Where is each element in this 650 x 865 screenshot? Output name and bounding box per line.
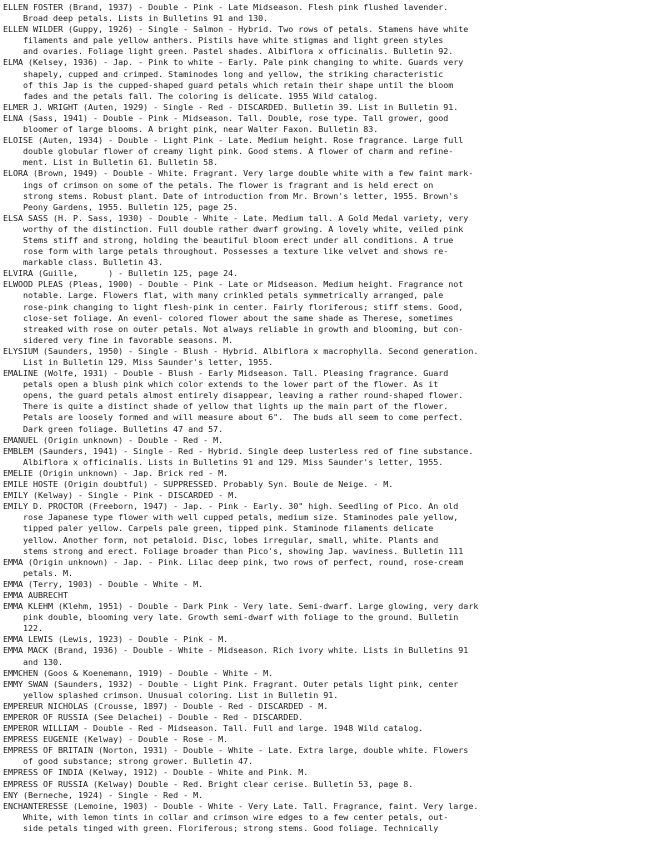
peony-entry — [3, 135, 650, 168]
peony-entry — [3, 745, 650, 767]
peony-entry — [3, 723, 650, 734]
entry-heading-line: ENY (Berneche, 1924) - Single - Red - M. — [3, 789, 204, 800]
peony-entry — [3, 213, 650, 268]
entry-continuation-line: White, with lemon tints in collar and crimson wire edges to a few center petals, out- — [23, 811, 449, 822]
peony-entry — [3, 113, 650, 135]
entry-continuation-line: fades and the petals fall. The coloring is delicate. 1955 Wild catalog. — [23, 90, 379, 101]
entry-continuation-line: petals open a blush pink which color extends to the lower part of the flower. As it — [23, 379, 439, 390]
peony-entry — [3, 712, 650, 723]
entry-continuation-line: of good substance; strong grower. Bulletin 47. — [23, 756, 254, 767]
entry-heading-line: ELOISE (Auten, 1934) - Double - Light Pink - Late. Medium height. Rose fragrance. Large full — [3, 135, 464, 146]
entry-continuation-line: There is quite a distinct shade of yellow that lights up the main part of the flower. — [23, 401, 449, 412]
entry-continuation-line: filaments and pale yellow anthers. Pistils have white stigmas and light green styles — [23, 35, 444, 46]
peony-entry — [3, 801, 650, 834]
peony-entry — [3, 279, 650, 346]
entry-continuation-line: sidered very fine in favorable seasons. M. — [23, 334, 234, 345]
entry-heading-line: EMILY (Kelway) - Single - Pink - DISCARDED - M. — [3, 490, 239, 501]
peony-entry — [3, 102, 650, 113]
entry-continuation-line: close-set foliage. An evenl- colored flower about the same shade as Therese, sometimes — [23, 312, 454, 323]
entry-heading-line: EMANUEL (Origin unknown) - Double - Red - M. — [3, 434, 224, 445]
entry-continuation-line: Petals are loosely formed and will measure about 6". The buds all seem to come perfect. — [23, 412, 464, 423]
entry-heading-line: EMPEROR WILLIAM - Double - Red - Midseason. Tall. Full and large. 1948 Wild catalog. — [3, 723, 424, 734]
entry-heading-line: EMILE HOSTE (Origin doubtful) - SUPPRESSED. Probably Syn. Boule de Neige. - M. — [3, 479, 394, 490]
entry-heading-line: EMPEROR OF RUSSIA (See Delachei) - Double - Red - DISCARDED. — [3, 712, 304, 722]
peony-entry — [3, 679, 650, 701]
entry-continuation-line: ment. List in Bulletin 61. Bulletin 58. — [23, 157, 219, 168]
peony-entry — [3, 24, 650, 57]
peony-entry — [3, 767, 650, 778]
entry-continuation-line: notable. Large. Flowers flat, with many crinkled petals symmetrically arranged, pale — [23, 290, 444, 301]
entry-heading-line: ELMER J. WRIGHT (Auten, 1929) - Single - Red - DISCARDED. Bulletin 39. List in Bulletin 91. — [3, 101, 459, 112]
entry-heading-line: EMBLEM (Saunders, 1941) - Single - Red - Hybrid. Single deep lusterless red of fine substance. — [3, 445, 474, 456]
peony-entry — [3, 579, 650, 590]
entry-heading-line: ELLEN FOSTER (Brand, 1937) - Double - Pink - Late Midseason. Flesh pink flushed lavender. — [3, 2, 449, 12]
entry-heading-line: ELLEN WILDER (Guppy, 1926) - Single - Salmon - Hybrid. Two rows of petals. Stamens have white — [3, 24, 469, 35]
entry-heading-line: EMMA KLEHM (Klehm, 1951) - Double - Dark Pink - Very late. Semi-dwarf. Large glowing, very dark — [3, 601, 479, 612]
entry-continuation-line: Broad deep petals. Lists in Bulletins 91 and 130. — [23, 13, 269, 24]
peony-entry — [3, 168, 650, 212]
peony-entry — [3, 490, 650, 501]
entry-continuation-line: streaked with rose on outer petals. Not always reliable in growth and blooming, but con- — [23, 323, 464, 334]
entry-heading-line: EMMA LEWIS (Lewis, 1923) - Double - Pink - M. — [3, 634, 229, 645]
peony-entry — [3, 557, 650, 579]
entry-continuation-line: markable class. Bulletin 43. — [23, 257, 164, 268]
entry-heading-line: EMILY D. PROCTOR (Freeborn, 1947) - Jap. - Pink - Early. 30" high. Seedling of Pico. An old — [3, 501, 459, 512]
entry-continuation-line: yellow. Another form, not petaloid. Disc, lobes irregular, small, white. Plants and — [23, 534, 439, 545]
entry-continuation-line: rose form with large petals throughout. Possesses a texture like velvet and shows re- — [23, 246, 449, 257]
peony-entry — [3, 479, 650, 490]
entry-continuation-line: side petals tinged with green. Floriferous; strong stems. Good foliage. Technically — [23, 822, 439, 833]
entry-continuation-line: shapely, cupped and crimped. Staminodes long and yellow, the striking characteristic — [23, 68, 444, 79]
entry-continuation-line: double globular flower of creamy light pink. Good stems. A flower of charm and refine- — [23, 146, 454, 157]
entry-heading-line: ELWOOD PLEAS (Pleas, 1900) - Double - Pink - Late or Midseason. Medium height. Fragrance not — [3, 279, 464, 290]
entry-heading-line: EMELIE (Origin unknown) - Jap. Brick red - M. — [3, 467, 229, 478]
entry-continuation-line: tipped paler yellow. Carpels pale green, tipped pink. Staminode filaments delicate — [23, 523, 434, 534]
entry-continuation-line: worthy of the distinction. Full double rather dwarf growing. A lovely white, veiled pink — [23, 223, 464, 234]
entry-heading-line: EMMA (Terry, 1903) - Double - White - M. — [3, 578, 204, 589]
entry-continuation-line: pink double, blooming very late. Growth semi-dwarf with foliage to the ground. Bulletin — [23, 612, 459, 623]
entry-continuation-line: Dark green foliage. Bulletins 47 and 57. — [23, 423, 224, 434]
peony-entry — [3, 57, 650, 101]
peony-entry — [3, 701, 650, 712]
entry-heading-line: EMPRESS OF INDIA (Kelway, 1912) - Double - White and Pink. M. — [3, 767, 309, 778]
peony-entry — [3, 590, 650, 601]
entry-continuation-line: Peony Gardens, 1955. Bulletin 125, page 25. — [23, 201, 239, 212]
peony-entry — [3, 368, 650, 435]
peony-entry — [3, 446, 650, 468]
entry-heading-line: EMMY SWAN (Saunders, 1932) - Double - Light Pink. Fragrant. Outer petals light pink, center — [3, 678, 459, 689]
entry-continuation-line: List in Bulletin 129. Miss Saunder's letter, 1955. — [23, 357, 274, 367]
entry-heading-line: ENCHANTERESSE (Lemoine, 1903) - Double - White - Very Late. Tall. Fragrance, faint. Very large. — [3, 800, 479, 811]
entry-continuation-line: and 130. — [23, 656, 64, 667]
entry-heading-line: EMPRESS EUGENIE (Kelway) - Double - Rose - M. — [3, 734, 229, 745]
entry-continuation-line: stems strong and erect. Foliage broader than Pico's, showing Jap. waviness. Bulletin 111 — [23, 545, 464, 556]
peony-entry — [3, 2, 650, 24]
entry-continuation-line: and ovaries. Foliage light green. Pastel shades. Albiflora x officinalis. Bulletin 92. — [23, 46, 454, 57]
entry-continuation-line: opens, the guard petals almost entirely disappear, leaving a rather round-shaped flower. — [23, 390, 464, 401]
entry-heading-line: EMPEREUR NICHOLAS (Crousse, 1897) - Double - Red - DISCARDED - M. — [3, 700, 329, 711]
peony-entry — [3, 435, 650, 446]
entry-heading-line: EMMA MACK (Brand, 1936) - Double - White - Midseason. Rich ivory white. Lists in Bulletins 91 — [3, 645, 469, 656]
entry-continuation-line: 122. — [23, 623, 44, 634]
entry-continuation-line: Stems stiff and strong, holding the beautiful bloom erect under all conditions. A true — [23, 234, 454, 245]
entry-heading-line: ELMA (Kelsey, 1936) - Jap. - Pink to white - Early. Pale pink changing to white. Guards very — [3, 57, 464, 68]
entry-continuation-line: ings of crimson on some of the petals. The flower is fragrant and is held erect on — [23, 179, 434, 190]
entry-heading-line: ELVIRA (Guille, ) - Bulletin 125, page 24. — [3, 268, 239, 279]
entry-continuation-line: petals. M. — [23, 567, 74, 578]
peony-entry — [3, 501, 650, 556]
entry-continuation-line: Albiflora x officinalis. Lists in Bulletins 91 and 129. Miss Saunder's letter, 1955. — [23, 456, 444, 467]
entry-heading-line: EMMA (Origin unknown) - Jap. - Pink. Lilac deep pink, two rows of perfect, round, rose-cream — [3, 556, 464, 567]
entry-heading-line: ELORA (Brown, 1949) - Double - White. Fragrant. Very large double white with a few faint mark- — [3, 168, 474, 179]
entry-continuation-line: strong stems. Robust plant. Date of introduction from Mr. Brown's letter, 1955. Brown's — [23, 190, 459, 201]
entry-heading-line: EMPRESS OF BRITAIN (Norton, 1931) - Double - White - Late. Extra large, double white. Flowers — [3, 745, 469, 756]
peony-entry — [3, 268, 650, 279]
entry-heading-line: ELYSIUM (Saunders, 1950) - Single - Blush - Hybrid. Albiflora x macrophylla. Second generation. — [3, 345, 479, 356]
peony-entry — [3, 346, 650, 368]
entry-heading-line: ELNA (Sass, 1941) - Double - Pink - Midseason. Tall. Double, rose type. Tall grower, good — [3, 112, 449, 123]
peony-entry — [3, 779, 650, 790]
peony-entry — [3, 734, 650, 745]
entry-continuation-line: rose Japanese type flower with well cupped petals, medium size. Staminodes pale yellow, — [23, 512, 459, 523]
peony-entry — [3, 790, 650, 801]
entry-heading-line: EMMA AUBRECHT — [3, 589, 69, 600]
peony-entry — [3, 601, 650, 634]
entry-continuation-line: of this Jap is the cupped-shaped guard petals which retain their shape until the bloom — [23, 79, 454, 90]
peony-entry — [3, 468, 650, 479]
peony-entry — [3, 645, 650, 667]
entry-heading-line: EMMCHEN (Goos & Koenemann, 1919) - Double - White - M. — [3, 667, 274, 678]
entry-heading-line: EMALINE (Wolfe, 1931) - Double - Blush - Early Midseason. Tall. Pleasing fragrance. Guard — [3, 368, 449, 379]
entry-continuation-line: yellow splashed crimson. Unusual coloring. List in Bulletin 91. — [23, 689, 339, 700]
entry-continuation-line: rose-pink changing to light flesh-pink in center. Fairly floriferous; stiff stems. Good, — [23, 301, 464, 312]
entry-continuation-line: bloomer of large blooms. A bright pink, near Walter Faxon. Bulletin 83. — [23, 124, 379, 135]
peony-entry — [3, 634, 650, 645]
peony-entry — [3, 668, 650, 679]
entry-heading-line: ELSA SASS (H. P. Sass, 1930) - Double - White - Late. Medium tall. A Gold Medal variety, very — [3, 212, 469, 223]
entry-heading-line: EMPRESS OF RUSSIA (Kelway) Double - Red. Bright clear cerise. Bulletin 53, page 8. — [3, 778, 414, 789]
